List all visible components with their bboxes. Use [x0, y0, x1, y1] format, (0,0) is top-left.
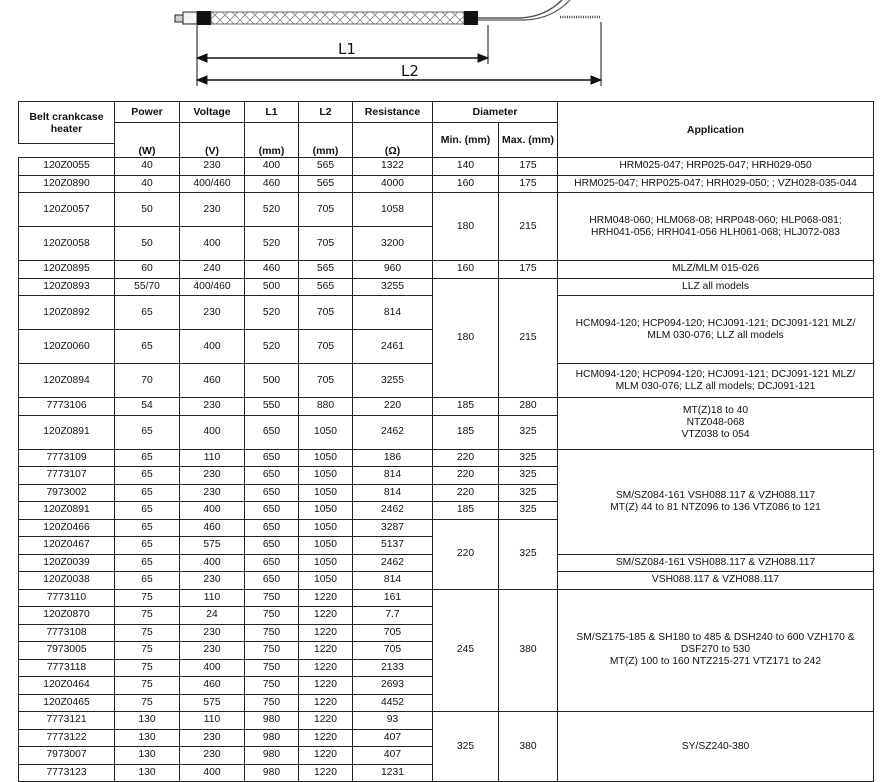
table-row [19, 712, 874, 730]
cell-l2: 1050 [299, 467, 353, 485]
cell-resistance: 814 [353, 572, 433, 590]
cell-l1: 650 [245, 467, 299, 485]
cell-l2: 1050 [299, 449, 353, 467]
cell-l1: 520 [245, 296, 299, 330]
heater-dimension-diagram [0, 0, 884, 100]
cell-model: 120Z0893 [19, 278, 115, 296]
cell-resistance: 2693 [353, 677, 433, 695]
cell-diameter-max: 215 [499, 278, 558, 398]
cell-resistance: 3255 [353, 278, 433, 296]
cell-resistance: 186 [353, 449, 433, 467]
cell-model: 120Z0890 [19, 175, 115, 193]
cell-diameter-min: 160 [433, 175, 499, 193]
cell-diameter-min: 220 [433, 449, 499, 467]
cell-model: 120Z0892 [19, 296, 115, 330]
cell-power: 65 [115, 330, 180, 364]
header-diameter-max: Max. (mm) [499, 123, 558, 158]
dimension-label-l2: L2 [401, 62, 419, 80]
cell-voltage: 400 [180, 227, 245, 261]
cell-voltage: 400/460 [180, 175, 245, 193]
cell-diameter-min: 185 [433, 398, 499, 416]
cell-l1: 650 [245, 554, 299, 572]
cell-voltage: 575 [180, 694, 245, 712]
cell-diameter-max: 325 [499, 519, 558, 589]
cell-application: MLZ/MLM 015-026 [558, 261, 874, 279]
cell-power: 54 [115, 398, 180, 416]
cell-l2: 1220 [299, 712, 353, 730]
cell-voltage: 460 [180, 364, 245, 398]
cell-voltage: 230 [180, 398, 245, 416]
cell-l1: 500 [245, 364, 299, 398]
cell-resistance: 2462 [353, 415, 433, 449]
cell-power: 40 [115, 158, 180, 176]
cell-power: 40 [115, 175, 180, 193]
cell-diameter-min: 180 [433, 193, 499, 261]
cell-l2: 705 [299, 364, 353, 398]
cell-l1: 650 [245, 484, 299, 502]
cell-resistance: 2462 [353, 554, 433, 572]
cell-model: 120Z0467 [19, 537, 115, 555]
cell-diameter-max: 175 [499, 158, 558, 176]
cell-resistance: 3200 [353, 227, 433, 261]
cell-l1: 750 [245, 642, 299, 660]
dimension-lines [197, 22, 601, 86]
cell-model: 7773118 [19, 659, 115, 677]
cell-model: 120Z0895 [19, 261, 115, 279]
cell-diameter-max: 325 [499, 502, 558, 520]
cell-l1: 980 [245, 747, 299, 765]
cell-l2: 1220 [299, 642, 353, 660]
cell-l2: 1050 [299, 537, 353, 555]
cell-application: HCM094-120; HCP094-120; HCJ091-121; DCJ091-121 MLZ/ MLM 030-076; LLZ all models; DCJ091-121 [558, 364, 874, 398]
cell-l2: 565 [299, 261, 353, 279]
cell-application: HCM094-120; HCP094-120; HCJ091-121; DCJ091-121 MLZ/ MLM 030-076; LLZ all models [558, 296, 874, 364]
cell-l2: 705 [299, 330, 353, 364]
cell-model: 120Z0464 [19, 677, 115, 695]
cell-diameter-max: 325 [499, 415, 558, 449]
cell-power: 75 [115, 624, 180, 642]
cell-application: HRM025-047; HRP025-047; HRH029-050; ; VZH028-035-044 [558, 175, 874, 193]
cell-application: HRM048-060; HLM068-08; HRP048-060; HLP068-081; HRH041-056; HRH041-056 HLH061-068; HLJ072-083 [558, 193, 874, 261]
cell-application: HRM025-047; HRP025-047; HRH029-050 [558, 158, 874, 176]
cell-voltage: 24 [180, 607, 245, 625]
cell-voltage: 460 [180, 677, 245, 695]
cell-l1: 750 [245, 589, 299, 607]
cell-resistance: 1231 [353, 764, 433, 782]
cell-l2: 1220 [299, 694, 353, 712]
cell-l2: 1220 [299, 659, 353, 677]
cell-diameter-min: 185 [433, 415, 499, 449]
cell-model: 120Z0039 [19, 554, 115, 572]
header-voltage: Voltage [180, 102, 245, 123]
cell-power: 130 [115, 747, 180, 765]
cell-resistance: 407 [353, 729, 433, 747]
cell-l1: 650 [245, 572, 299, 590]
cell-resistance: 705 [353, 624, 433, 642]
cell-model: 7773122 [19, 729, 115, 747]
cell-diameter-min: 160 [433, 261, 499, 279]
cell-resistance: 814 [353, 484, 433, 502]
cell-application: SY/SZ240-380 [558, 712, 874, 782]
cell-power: 75 [115, 694, 180, 712]
cell-diameter-max: 175 [499, 175, 558, 193]
cell-l1: 650 [245, 537, 299, 555]
cell-diameter-max: 175 [499, 261, 558, 279]
table-body [19, 158, 874, 782]
cell-diameter-max: 380 [499, 589, 558, 712]
cell-power: 65 [115, 554, 180, 572]
cell-power: 60 [115, 261, 180, 279]
cell-resistance: 960 [353, 261, 433, 279]
cell-resistance: 93 [353, 712, 433, 730]
table-row [19, 589, 874, 607]
cell-voltage: 230 [180, 624, 245, 642]
table-row [19, 278, 874, 296]
cell-model: 7973002 [19, 484, 115, 502]
cell-power: 50 [115, 193, 180, 227]
header-l1: L1 [245, 102, 299, 123]
cell-l2: 705 [299, 227, 353, 261]
cell-application: VSH088.117 & VZH088.117 [558, 572, 874, 590]
cell-power: 75 [115, 642, 180, 660]
cell-l2: 1220 [299, 607, 353, 625]
cell-voltage: 400 [180, 659, 245, 677]
cell-l1: 460 [245, 175, 299, 193]
cell-voltage: 230 [180, 193, 245, 227]
cell-model: 120Z0465 [19, 694, 115, 712]
cell-power: 75 [115, 607, 180, 625]
cell-power: 65 [115, 537, 180, 555]
cell-model: 7773121 [19, 712, 115, 730]
cell-voltage: 230 [180, 296, 245, 330]
cell-l2: 1050 [299, 519, 353, 537]
cell-resistance: 7.7 [353, 607, 433, 625]
cell-model: 120Z0466 [19, 519, 115, 537]
cell-power: 65 [115, 502, 180, 520]
cell-power: 65 [115, 449, 180, 467]
cell-l2: 1220 [299, 764, 353, 782]
cell-application: MT(Z)18 to 40 NTZ048-068 VTZ038 to 054 [558, 398, 874, 450]
cell-diameter-min: 220 [433, 484, 499, 502]
cell-l1: 650 [245, 415, 299, 449]
cell-l2: 1220 [299, 677, 353, 695]
cell-l1: 750 [245, 659, 299, 677]
cell-voltage: 230 [180, 642, 245, 660]
table-row [19, 261, 874, 279]
cell-resistance: 161 [353, 589, 433, 607]
table-row [19, 449, 874, 467]
cell-resistance: 220 [353, 398, 433, 416]
cell-l1: 650 [245, 519, 299, 537]
cell-diameter-min: 220 [433, 467, 499, 485]
cell-application: LLZ all models [558, 278, 874, 296]
cell-model: 7973007 [19, 747, 115, 765]
cell-l2: 705 [299, 193, 353, 227]
header-l1-unit: (mm) [245, 123, 299, 158]
cell-power: 75 [115, 659, 180, 677]
cell-l2: 1220 [299, 729, 353, 747]
cell-l1: 980 [245, 729, 299, 747]
cell-voltage: 230 [180, 484, 245, 502]
header-diameter-min: Min. (mm) [433, 123, 499, 158]
cell-voltage: 400 [180, 554, 245, 572]
table-row [19, 158, 874, 176]
cell-l2: 1050 [299, 484, 353, 502]
cell-resistance: 814 [353, 296, 433, 330]
cell-voltage: 400 [180, 330, 245, 364]
cell-voltage: 575 [180, 537, 245, 555]
dimension-label-l1: L1 [338, 40, 356, 58]
cell-model: 120Z0891 [19, 415, 115, 449]
cell-power: 75 [115, 589, 180, 607]
cell-model: 7773106 [19, 398, 115, 416]
cell-diameter-min: 140 [433, 158, 499, 176]
cell-power: 130 [115, 729, 180, 747]
cell-l2: 1220 [299, 624, 353, 642]
cell-l2: 1220 [299, 747, 353, 765]
cell-model: 7773107 [19, 467, 115, 485]
cell-model: 120Z0055 [19, 158, 115, 176]
cell-resistance: 3255 [353, 364, 433, 398]
cell-resistance: 2462 [353, 502, 433, 520]
cell-model: 120Z0058 [19, 227, 115, 261]
cell-voltage: 230 [180, 467, 245, 485]
cell-model: 120Z0038 [19, 572, 115, 590]
cell-diameter-min: 220 [433, 519, 499, 589]
cell-power: 130 [115, 764, 180, 782]
cell-model: 120Z0891 [19, 502, 115, 520]
header-resistance-unit: (Ω) [353, 123, 433, 158]
cell-diameter-min: 245 [433, 589, 499, 712]
cell-voltage: 110 [180, 712, 245, 730]
header-diameter: Diameter [433, 102, 558, 123]
cell-voltage: 230 [180, 729, 245, 747]
cell-l2: 1050 [299, 415, 353, 449]
cell-l1: 750 [245, 694, 299, 712]
cell-voltage: 400/460 [180, 278, 245, 296]
header-model: Belt crankcase heater [19, 102, 115, 144]
cell-resistance: 705 [353, 642, 433, 660]
cell-model: 120Z0894 [19, 364, 115, 398]
heater-belt-illustration [175, 0, 600, 25]
cell-voltage: 400 [180, 415, 245, 449]
cell-l1: 650 [245, 502, 299, 520]
cell-resistance: 5137 [353, 537, 433, 555]
cell-resistance: 814 [353, 467, 433, 485]
cell-l2: 880 [299, 398, 353, 416]
cell-diameter-min: 185 [433, 502, 499, 520]
cell-power: 65 [115, 572, 180, 590]
cell-power: 65 [115, 519, 180, 537]
cell-model: 120Z0060 [19, 330, 115, 364]
cell-application: SM/SZ175-185 & SH180 to 485 & DSH240 to 600 VZH170 & DSF270 to 530 MT(Z) 100 to 160 NTZ215-271 VTZ171 to 242 [558, 589, 874, 712]
header-voltage-unit: (V) [180, 123, 245, 158]
cell-power: 55/70 [115, 278, 180, 296]
cell-l1: 750 [245, 607, 299, 625]
cell-l1: 400 [245, 158, 299, 176]
cell-diameter-min: 325 [433, 712, 499, 782]
header-power: Power [115, 102, 180, 123]
cell-resistance: 4000 [353, 175, 433, 193]
cell-l2: 1050 [299, 554, 353, 572]
cell-l2: 565 [299, 158, 353, 176]
cell-resistance: 2133 [353, 659, 433, 677]
cell-l1: 750 [245, 624, 299, 642]
cell-model: 120Z0870 [19, 607, 115, 625]
crankcase-heater-spec-table [18, 101, 874, 782]
table-row [19, 193, 874, 227]
cell-l2: 1050 [299, 502, 353, 520]
cell-l2: 565 [299, 278, 353, 296]
cell-power: 75 [115, 677, 180, 695]
cell-application: SM/SZ084-161 VSH088.117 & VZH088.117 [558, 554, 874, 572]
cell-voltage: 230 [180, 158, 245, 176]
cell-model: 7773108 [19, 624, 115, 642]
cell-model: 7973005 [19, 642, 115, 660]
cell-l2: 705 [299, 296, 353, 330]
cell-diameter-max: 380 [499, 712, 558, 782]
cell-model: 7773110 [19, 589, 115, 607]
cell-l1: 520 [245, 227, 299, 261]
cell-resistance: 2461 [353, 330, 433, 364]
cell-l1: 520 [245, 330, 299, 364]
cell-resistance: 1058 [353, 193, 433, 227]
header-application: Application [558, 102, 874, 158]
table-row [19, 175, 874, 193]
cell-l2: 1050 [299, 572, 353, 590]
cell-model: 7773109 [19, 449, 115, 467]
header-resistance: Resistance [353, 102, 433, 123]
header-l2-unit: (mm) [299, 123, 353, 158]
cell-l1: 750 [245, 677, 299, 695]
cell-power: 130 [115, 712, 180, 730]
cell-diameter-max: 325 [499, 484, 558, 502]
cell-voltage: 230 [180, 572, 245, 590]
cell-l1: 980 [245, 764, 299, 782]
cell-diameter-max: 215 [499, 193, 558, 261]
cell-power: 65 [115, 296, 180, 330]
cell-l1: 980 [245, 712, 299, 730]
cell-l1: 650 [245, 449, 299, 467]
cell-model: 7773123 [19, 764, 115, 782]
cell-voltage: 240 [180, 261, 245, 279]
cell-voltage: 110 [180, 449, 245, 467]
cell-resistance: 4452 [353, 694, 433, 712]
cell-voltage: 460 [180, 519, 245, 537]
cell-l2: 565 [299, 175, 353, 193]
cell-diameter-max: 325 [499, 467, 558, 485]
cell-voltage: 400 [180, 764, 245, 782]
header-power-unit: (W) [115, 123, 180, 158]
cell-l1: 520 [245, 193, 299, 227]
cell-resistance: 3287 [353, 519, 433, 537]
cell-l1: 550 [245, 398, 299, 416]
cell-voltage: 400 [180, 502, 245, 520]
header-l2: L2 [299, 102, 353, 123]
cell-application: SM/SZ084-161 VSH088.117 & VZH088.117 MT(Z) 44 to 81 NTZ096 to 136 VTZ086 to 121 [558, 449, 874, 554]
cell-power: 70 [115, 364, 180, 398]
cell-diameter-min: 180 [433, 278, 499, 398]
cell-voltage: 110 [180, 589, 245, 607]
cell-l1: 460 [245, 261, 299, 279]
cell-model: 120Z0057 [19, 193, 115, 227]
cell-voltage: 230 [180, 747, 245, 765]
cell-power: 50 [115, 227, 180, 261]
table-header [19, 102, 874, 158]
cell-power: 65 [115, 415, 180, 449]
cell-l2: 1220 [299, 589, 353, 607]
table-row [19, 398, 874, 416]
cell-resistance: 407 [353, 747, 433, 765]
cell-diameter-max: 280 [499, 398, 558, 416]
cell-power: 65 [115, 467, 180, 485]
cell-diameter-max: 325 [499, 449, 558, 467]
cell-power: 65 [115, 484, 180, 502]
cell-resistance: 1322 [353, 158, 433, 176]
cell-l1: 500 [245, 278, 299, 296]
